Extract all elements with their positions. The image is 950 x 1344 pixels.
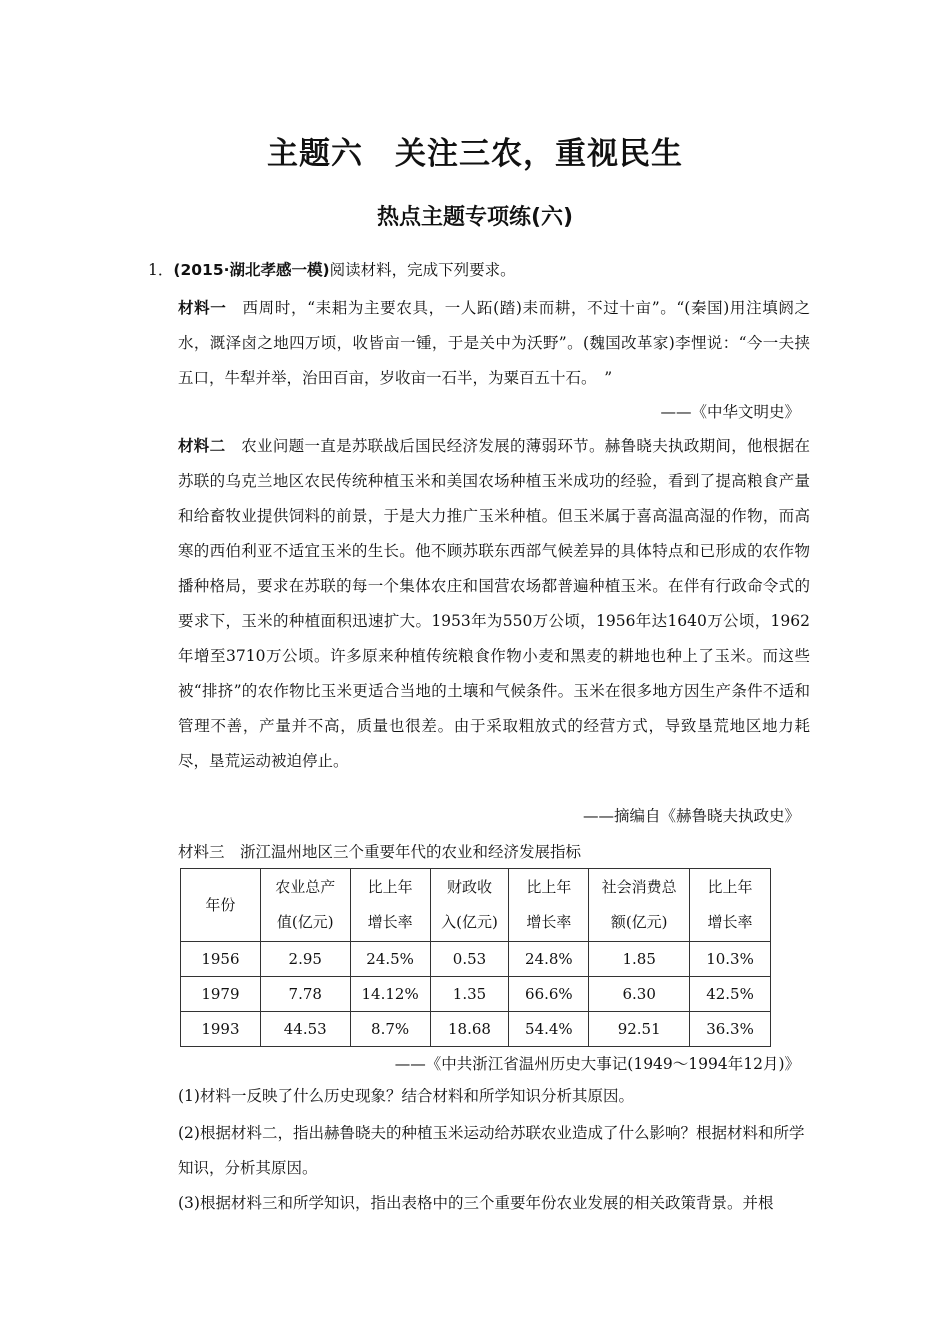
table-cell: 42.5% [690,977,771,1012]
table-cell: 66.6% [509,977,589,1012]
material-2 [178,429,810,779]
table-cell: 1.35 [430,977,509,1012]
header-cell: 社会消费总 额(亿元) [589,869,690,942]
table-cell: 8.7% [350,1012,430,1047]
table-cell: 1956 [181,942,261,977]
header-cell: 财政收 入(亿元) [430,869,509,942]
material-3-caption: 浙江温州地区三个重要年代的农业和经济发展指标 [240,843,582,861]
page-subtitle: 热点主题专项练(六) [376,205,574,230]
material-3-label: 材料三 [178,843,225,861]
question-prompt: 阅读材料，完成下列要求。 [329,261,516,279]
subquestion-2: (2)根据材料二，指出赫鲁晓夫的种植玉米运动给苏联农业造成了什么影响？根据材料和所学知识，分析其原因。 [178,1124,805,1177]
table-cell: 24.8% [509,942,589,977]
header-cell: 比上年 增长率 [350,869,430,942]
table-cell: 24.5% [350,942,430,977]
question-number: 1． [148,261,174,279]
table-cell: 1.85 [589,942,690,977]
table-header-row [181,869,771,942]
table-row [181,1012,771,1047]
material-3-heading [178,840,581,862]
material-1-label: 材料一 [178,299,227,317]
material-1-text: 西周时，“耒耜为主要农具，一人跖(踏)耒而耕，不过十亩”。“(秦国)用注填阏之水，溉泽卤之地四万顷，收皆亩一锺，于是关中为沃野”。(魏国改革家)李悝说：“今一夫挟五口，牛犁并举，治田百亩，岁收亩一石半，为粟百五十石。 ” [178,299,810,387]
question-header [148,258,516,280]
question-source: (2015·湖北孝感一模) [173,261,330,279]
material-2-text: 农业问题一直是苏联战后国民经济发展的薄弱环节。赫鲁晓夫执政期间，他根据在苏联的乌克兰地区农民传统种植玉米和美国农场种植玉米成功的经验，看到了提高粮食产量和给畜牧业提供饲料的前景，于是大力推广玉米种植。但玉米属于喜高温高湿的作物，而高寒的西伯利亚不适宜玉米的生长。他不顾苏联东西部气候差异的具体特点和已形成的农作物播种格局，要求在苏联的每一个集体农庄和国营农场都普遍种植玉米。在伴有行政命令式的要求下，玉米的种植面积迅速扩大。1953年为550万公顷，1956年达1640万公顷，1962年增至3710万公顷。许多原来种植传统粮食作物小麦和黑麦的耕地也种上了玉米。而这些被“排挤”的农作物比玉米更适合当地的土壤和气候条件。玉米在很多地方因生产条件不适和管理不善，产量并不高，质量也很差。由于采取粗放式的经营方式，导致垦荒地区地力耗尽，垦荒运动被迫停止。 [178,437,810,770]
header-cell: 比上年 增长率 [690,869,771,942]
material-1-citation: ——《中华文明史》 [660,403,800,421]
table-cell: 10.3% [690,942,771,977]
subquestion-1: (1)材料一反映了什么历史现象？结合材料和所学知识分析其原因。 [178,1087,634,1105]
table-cell: 7.78 [260,977,350,1012]
table-cell: 18.68 [430,1012,509,1047]
table-cell: 92.51 [589,1012,690,1047]
material-2-citation: ——摘编自《赫鲁晓夫执政史》 [582,807,800,825]
table-cell: 1993 [181,1012,261,1047]
data-table [180,868,771,1047]
subquestion-3: (3)根据材料三和所学知识，指出表格中的三个重要年份农业发展的相关政策背景。并根 [178,1194,774,1212]
table-cell: 14.12% [350,977,430,1012]
table-row [181,977,771,1012]
page-title: 主题六 关注三农，重视民生 [267,136,683,172]
material-1 [178,291,810,396]
table-cell: 44.53 [260,1012,350,1047]
header-cell: 年份 [181,869,261,942]
table-cell: 1979 [181,977,261,1012]
table-row [181,942,771,977]
table-cell: 2.95 [260,942,350,977]
header-cell: 比上年 增长率 [509,869,589,942]
material-3-citation: ——《中共浙江省温州历史大事记(1949～1994年12月)》 [394,1055,800,1073]
table-cell: 0.53 [430,942,509,977]
header-cell: 农业总产 值(亿元) [260,869,350,942]
table-cell: 6.30 [589,977,690,1012]
table-cell: 36.3% [690,1012,771,1047]
material-2-label: 材料二 [178,437,226,455]
table-cell: 54.4% [509,1012,589,1047]
